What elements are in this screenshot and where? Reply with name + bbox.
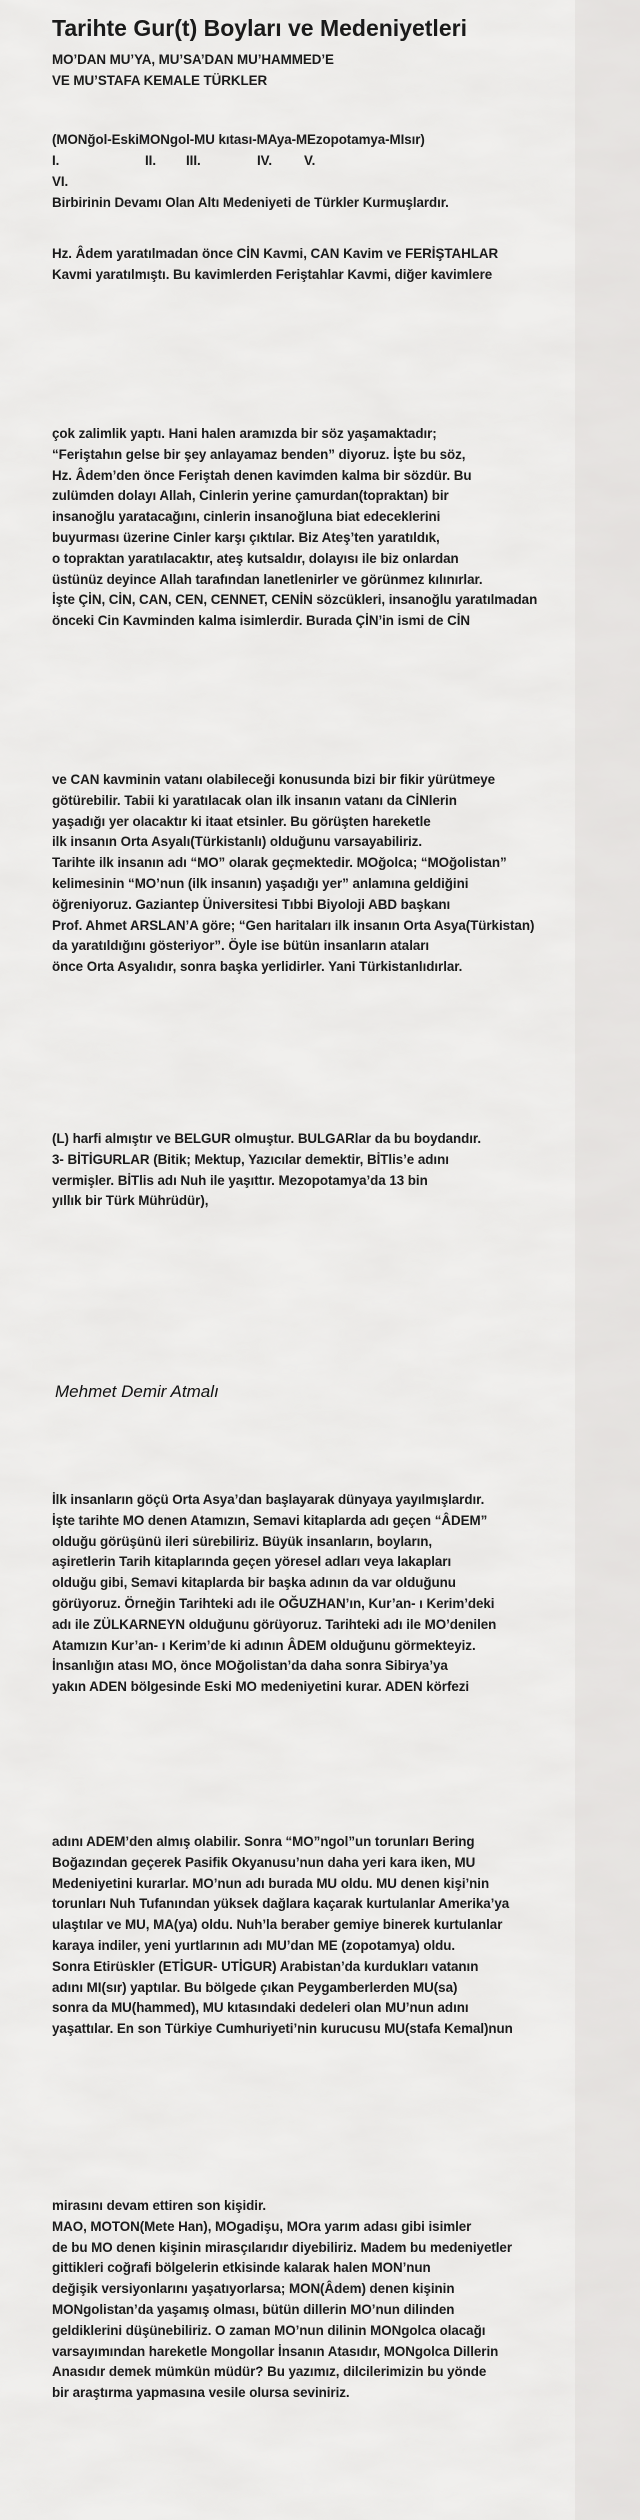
thesis-line: Birbirinin Devamı Olan Altı Medeniyeti de Türkler Kurmuşlardır. xyxy=(52,195,449,210)
roman-numeral: IV. xyxy=(257,153,272,168)
text-line: öğreniyoruz. Gaziantep Üniversitesi Tıbbi Biyoloji ABD başkanı xyxy=(52,896,451,912)
roman-numeral-row xyxy=(52,151,638,172)
text-line: o topraktan yaratılacaktır, ateş kutsaldır, dolayısı ile biz onlardan xyxy=(52,550,459,566)
text-line: aşiretlerin Tarih kitaplarında geçen yöresel adları veya lakapları xyxy=(52,1554,452,1570)
text-line: MAO, MOTON(Mete Han), MOgadişu, MOra yarım adası gibi isimler xyxy=(52,2218,472,2234)
text-line: geldiklerini düşünebiliriz. O zaman MO’nun dilinin MONgolca olacağı xyxy=(52,2322,486,2338)
roman-numeral: III. xyxy=(186,153,201,168)
text-line: önceki Cin Kavminden kalma isimlerdir. Burada ÇİN’in ismi de CİN xyxy=(52,613,470,629)
text-line: buyurması üzerine Cinler karşı çıktılar. Biz Ateş’ten yaratıldık, xyxy=(52,529,440,545)
text-line: ilk insanın Orta Asyalı(Türkistanlı) olduğunu varsayabiliriz. xyxy=(52,834,422,850)
text-line: MONgolistan’da yaşamış olması, bütün dillerin MO’nun dilinden xyxy=(52,2301,455,2317)
text-line: çok zalimlik yaptı. Hani halen aramızda bir söz yaşamaktadır; xyxy=(52,426,437,441)
text-line: yaşattılar. En son Türkiye Cumhuriyeti’nin kurucusu MU(stafa Kemal)nun xyxy=(52,2021,513,2037)
paragraph-7 xyxy=(52,2196,638,2404)
text-line: bir araştırma yapmasına vesile olursa seviniriz. xyxy=(52,2385,350,2401)
roman-numeral: V. xyxy=(304,153,316,168)
text-line: kelimesinin “MO’nun (ilk insanın) yaşadığı yer” anlamına geldiğini xyxy=(52,875,469,891)
text-line: zulümden dolayı Allah, Cinlerin yerine çamurdan(topraktan) bir xyxy=(52,488,449,504)
roman-numeral: II. xyxy=(145,153,157,168)
text-line: adı ile ZÜLKARNEYN olduğunu görüyoruz. Tarihteki adı ile MO’denilen xyxy=(52,1616,497,1632)
text-line: Tarihte ilk insanın adı “MO” olarak geçmektedir. MOğolca; “MOğolistan” xyxy=(52,855,507,871)
text-line: ulaştılar ve MU, MA(ya) oldu. Nuh’la beraber gemiye binerek kurtulanlar xyxy=(52,1917,503,1933)
paragraph-3 xyxy=(52,770,638,978)
text-line: götürebilir. Tabii ki yaratılacak olan ilk insanın vatanı da CİNlerin xyxy=(52,792,457,808)
text-line: yıllık bir Türk Mührüdür), xyxy=(52,1193,209,1209)
roman-numeral-last: VI. xyxy=(52,174,69,189)
page-title: Tarihte Gur(t) Boyları ve Medeniyetleri xyxy=(52,15,467,41)
text-line: olduğu gibi, Semavi kitaplarda bir başka adının da var olduğunu xyxy=(52,1575,456,1591)
author-signature: Mehmet Demir Atmalı xyxy=(55,1382,219,1401)
text-line: ve CAN kavminin vatanı olabileceği konusunda bizi bir fikir yürütmeye xyxy=(52,772,496,787)
paragraph-2 xyxy=(52,424,638,632)
text-line: olduğu görüşünü ileri sürebiliriz. Büyük insanların, boyların, xyxy=(52,1533,433,1549)
text-line: gittikleri coğrafi bölgelerin etkisinde kalarak halen MON’nun xyxy=(52,2260,431,2276)
paragraph-4 xyxy=(52,1129,638,1212)
text-line: İşte tarihte MO denen Atamızın, Semavi kitaplarda adı geçen “ÂDEM” xyxy=(52,1512,488,1528)
text-line: de bu MO denen kişinin mirasçılarıdır diyebiliriz. Madem bu medeniyetler xyxy=(52,2239,512,2255)
text-line: Anasıdır demek mümkün müdür? Bu yazımız, dilcilerimizin bu yönde xyxy=(52,2364,487,2380)
text-line: adını MI(sır) yaptılar. Bu bölgede çıkan Peygamberlerden MU(sa) xyxy=(52,1979,458,1995)
text-line: (L) harfi almıştır ve BELGUR olmuştur. BULGARlar da bu boydandır. xyxy=(52,1131,482,1146)
region-line: (MONğol-EskiMONgol-MU kıtası-MAya-MEzopotamya-MIsır) xyxy=(52,132,425,147)
text-line: Hz. Âdem’den önce Feriştah denen kavimden kalma bir sözdür. Bu xyxy=(52,467,472,483)
roman-numeral: I. xyxy=(52,153,60,168)
text-line: 3- BİTİGURLAR (Bitik; Mektup, Yazıcılar demektir, BİTlis’e adını xyxy=(52,1151,449,1167)
text-line: Hz. Âdem yaratılmadan önce CİN Kavmi, CAN Kavim ve FERİŞTAHLAR xyxy=(52,246,499,261)
text-line: torunları Nuh Tufanından yüksek dağlara kaçarak kurtulanlar Amerika’ya xyxy=(52,1896,510,1912)
text-line: sonra da MU(hammed), MU kıtasındaki dedeleri olan MU’nun adını xyxy=(52,2000,469,2016)
text-line: Prof. Ahmet ARSLAN’A göre; “Gen haritaları ilk insanın Orta Asya(Türkistan) xyxy=(52,917,535,933)
text-line: Boğazından geçerek Pasifik Okyanusu’nun daha yeri kara iken, MU xyxy=(52,1854,476,1870)
text-line: Medeniyetini kurarlar. MO’nun adı burada MU oldu. MU denen kişi’nin xyxy=(52,1875,490,1891)
text-line: mirasını devam ettiren son kişidir. xyxy=(52,2198,267,2213)
text-line: adını ADEM’den almış olabilir. Sonra “MO”ngol”un torunları Bering xyxy=(52,1834,475,1849)
text-line: yakın ADEN bölgesinde Eski MO medeniyetini kurar. ADEN körfezi xyxy=(52,1679,470,1695)
text-line: görüyoruz. Örneğin Tarihteki adı ile OĞUZHAN’ın, Kur’an- ı Kerim’deki xyxy=(52,1595,495,1611)
text-line: Sonra Etirüskler (ETİGUR- UTİGUR) Arabistan’da kurdukları vatanın xyxy=(52,1958,479,1974)
text-line: Atamızın Kur’an- ı Kerim’de ki adının ÂDEM olduğunu görmekteyiz. xyxy=(52,1637,476,1653)
text-line: İşte ÇİN, CİN, CAN, CEN, CENNET, CENİN sözcükleri, insanoğlu yaratılmadan xyxy=(52,592,538,608)
text-line: varsayımından hareketle Mongollar İnsanın Atasıdır, MONgolca Dillerin xyxy=(52,2343,499,2359)
text-line: “Feriştahın gelse bir şey anlayamaz benden” diyoruz. İşte bu söz, xyxy=(52,446,466,462)
text-line: da yaratıldığını gösteriyor”. Öyle ise bütün insanların ataları xyxy=(52,938,430,954)
text-line: değişik versiyonlarını yaşatıyorlarsa; MON(Âdem) denen kişinin xyxy=(52,2281,455,2297)
text-line: yaşadığı yer olacaktır ki itaat etsinler. Bu görüşten hareketle xyxy=(52,813,431,829)
paragraph-6 xyxy=(52,1832,638,2040)
text-line: İnsanlığın atası MO, önce MOğolistan’da daha sonra Sibirya’ya xyxy=(52,1658,448,1674)
text-line: önce Orta Asyalıdır, sonra başka yerlidirler. Yani Türkistanlıdırlar. xyxy=(52,959,463,975)
text-line: vermişler. BİTlis adı Nuh ile yaşıttır. Mezopotamya’da 13 bin xyxy=(52,1172,428,1188)
text-line: karaya indiler, yeni yurtlarının adı MU’dan ME (zopotamya) oldu. xyxy=(52,1937,456,1953)
text-line: üstünüz deyince Allah tarafından lanetlenirler ve görünmez kılınırlar. xyxy=(52,571,483,587)
paragraph-1 xyxy=(52,244,638,286)
text-line: insanoğlu yaratacağını, cinlerin insanoğluna biat edeceklerini xyxy=(52,509,441,525)
intro-block xyxy=(52,50,638,92)
text-line: VE MU’STAFA KEMALE TÜRKLER xyxy=(52,72,268,88)
paragraph-5 xyxy=(52,1490,638,1698)
text-line: Kavmi yaratılmıştı. Bu kavimlerden Feriştahlar Kavmi, diğer kavimlere xyxy=(52,266,493,282)
text-line: İlk insanların göçü Orta Asya’dan başlayarak dünyaya yayılmışlardır. xyxy=(52,1492,485,1507)
text-line: MO’DAN MU’YA, MU’SA’DAN MU’HAMMED’E xyxy=(52,52,334,67)
